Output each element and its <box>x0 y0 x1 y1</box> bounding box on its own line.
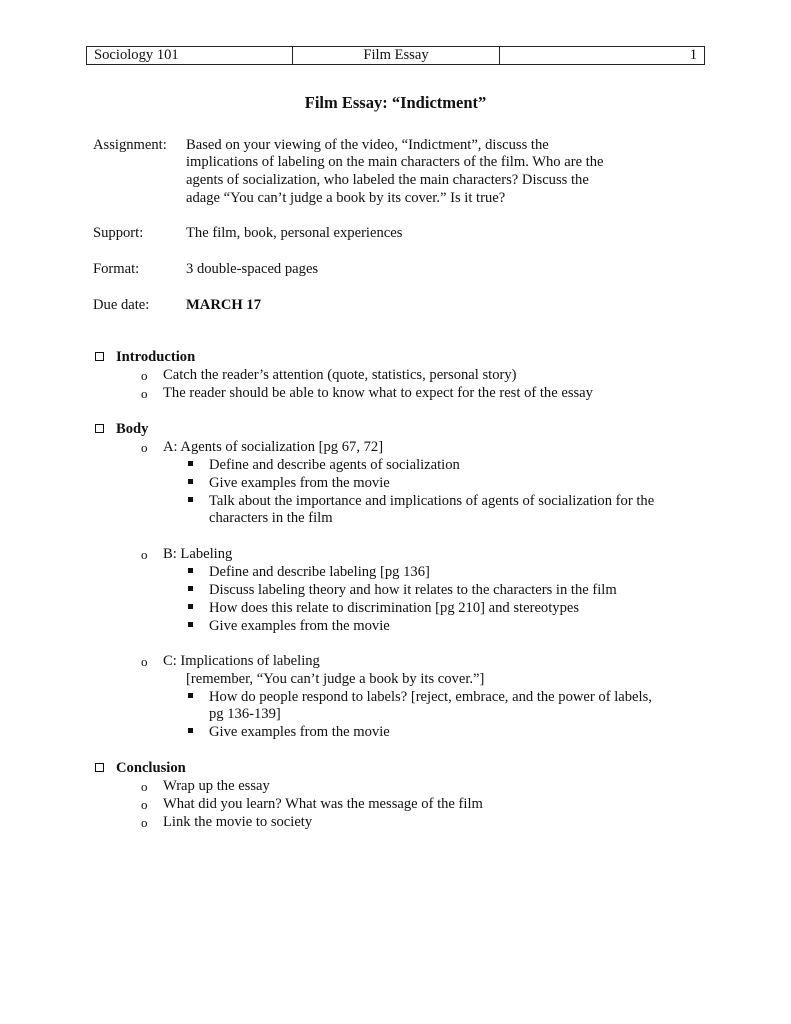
list-item-continuation: characters in the film <box>209 510 333 526</box>
square-bullet-icon <box>188 479 193 484</box>
square-bullet-icon <box>188 568 193 573</box>
list-item: Give examples from the movie <box>209 475 390 491</box>
page-title: Film Essay: “Indictment” <box>304 93 487 112</box>
circle-bullet-icon: o <box>141 654 148 669</box>
due-date-value: MARCH 17 <box>186 297 261 313</box>
square-bullet-icon <box>188 622 193 627</box>
subsection-title: B: Labeling <box>163 546 233 562</box>
circle-bullet-icon: o <box>141 386 148 401</box>
square-bullet-icon <box>188 693 193 698</box>
subsection-note: [remember, “You can’t judge a book by its cover.”] <box>186 671 485 687</box>
square-bullet-icon <box>188 586 193 591</box>
square-bullet-icon <box>188 461 193 466</box>
list-item: Talk about the importance and implications of agents of socialization for the <box>209 493 655 509</box>
checkbox-icon <box>95 763 104 772</box>
list-item: Give examples from the movie <box>209 618 390 634</box>
subsection-title: A: Agents of socialization [pg 67, 72] <box>163 439 384 455</box>
header-course: Sociology 101 <box>87 47 293 64</box>
section-title: Body <box>116 421 149 437</box>
circle-bullet-icon: o <box>141 547 148 562</box>
circle-bullet-icon: o <box>141 815 148 830</box>
support-label: Support: <box>93 225 144 241</box>
assignment-line: agents of socialization, who labeled the main characters? Discuss the <box>186 172 589 188</box>
assignment-line: adage “You can’t judge a book by its cover.” Is it true? <box>186 190 506 206</box>
list-item: Link the movie to society <box>163 814 313 830</box>
square-bullet-icon <box>188 604 193 609</box>
list-item: Define and describe agents of socialization <box>209 457 460 473</box>
list-item: How does this relate to discrimination [pg 210] and stereotypes <box>209 600 580 616</box>
list-item: Catch the reader’s attention (quote, statistics, personal story) <box>163 367 517 383</box>
circle-bullet-icon: o <box>141 440 148 455</box>
assignment-label: Assignment: <box>93 137 167 153</box>
header-doc-title: Film Essay <box>293 47 500 64</box>
format-value: 3 double-spaced pages <box>186 261 319 277</box>
support-value: The film, book, personal experiences <box>186 225 403 241</box>
circle-bullet-icon: o <box>141 779 148 794</box>
circle-bullet-icon: o <box>141 797 148 812</box>
square-bullet-icon <box>188 728 193 733</box>
subsection-title: C: Implications of labeling <box>163 653 320 669</box>
header-table <box>86 46 705 65</box>
list-item: The reader should be able to know what to expect for the rest of the essay <box>163 385 593 401</box>
due-date-label: Due date: <box>93 297 150 313</box>
section-title: Introduction <box>116 349 196 365</box>
section-title: Conclusion <box>116 760 186 776</box>
list-item: How do people respond to labels? [reject, embrace, and the power of labels, <box>209 689 652 705</box>
list-item-continuation: pg 136-139] <box>209 706 281 722</box>
list-item: Discuss labeling theory and how it relates to the characters in the film <box>209 582 617 598</box>
format-label: Format: <box>93 261 140 277</box>
assignment-line: Based on your viewing of the video, “Indictment”, discuss the <box>186 137 549 153</box>
checkbox-icon <box>95 352 104 361</box>
list-item: Define and describe labeling [pg 136] <box>209 564 430 580</box>
header-page-number: 1 <box>689 47 697 63</box>
list-item: What did you learn? What was the message of the film <box>163 796 483 812</box>
assignment-line: implications of labeling on the main characters of the film. Who are the <box>186 154 604 170</box>
circle-bullet-icon: o <box>141 368 148 383</box>
checkbox-icon <box>95 424 104 433</box>
square-bullet-icon <box>188 497 193 502</box>
list-item: Wrap up the essay <box>163 778 270 794</box>
list-item: Give examples from the movie <box>209 724 390 740</box>
